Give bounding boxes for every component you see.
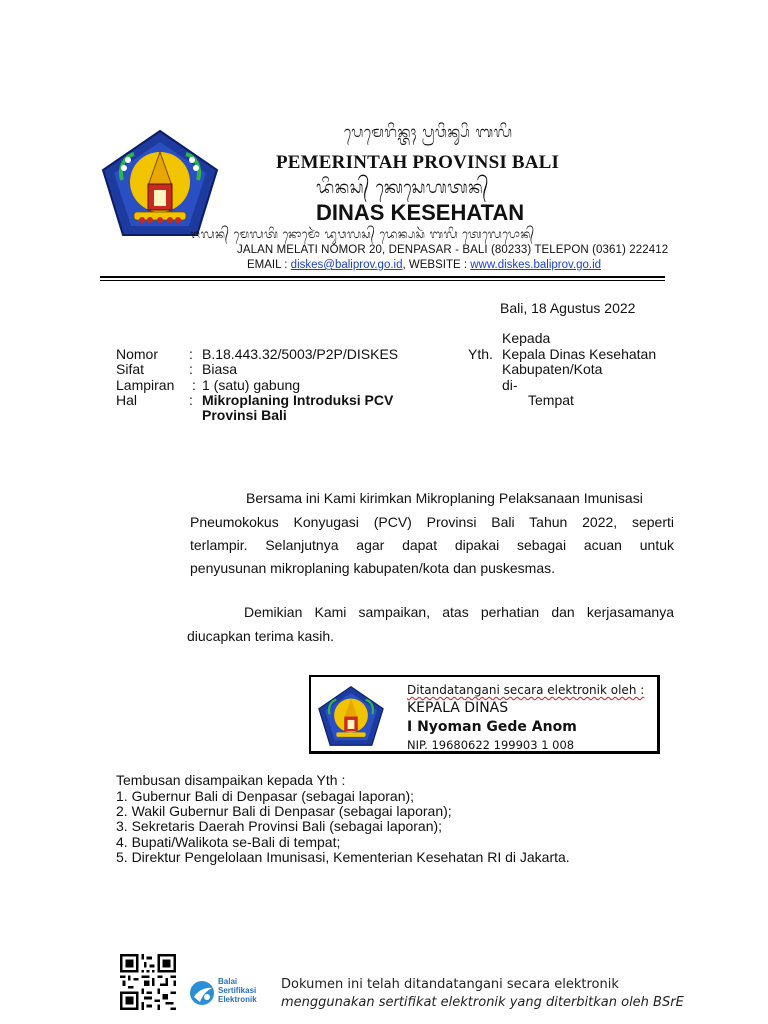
balinese-script-line-2: ᬤᬶᬦᬲ᭄ ᬓᬾᬲᬾᬳᬢᬦ᭄ bbox=[316, 178, 490, 198]
signer-name: I Nyoman Gede Anom bbox=[407, 719, 577, 735]
email-link[interactable]: diskes@baliprov.go.id bbox=[290, 259, 403, 271]
email-label: EMAIL : bbox=[247, 259, 291, 271]
contact-line bbox=[247, 259, 601, 271]
recipient-line-3: di- bbox=[502, 377, 518, 393]
department-name: DINAS KESEHATAN bbox=[316, 200, 525, 225]
body-p1-line-1: Bersama ini Kami kirimkan Mikroplaning Pelaksanaan Imunisasi bbox=[246, 490, 643, 506]
nomor-colon: : bbox=[189, 346, 193, 362]
balinese-script-line-1: ᬧᬾᬫᬾᬭᬶᬦ᭄ᬢᬄ ᬧ᭄ᬭᬯᬶᬦ᭄ᬲᬶ ᬩᬮᬶ bbox=[344, 123, 513, 141]
bsre-line-1: Balai bbox=[218, 977, 238, 986]
body-p1-line-2: Pneumokokus Konyugasi (PCV) Provinsi Bali Tahun 2022, seperti bbox=[190, 514, 674, 530]
body-p2-line-1: Demikian Kami sampaikan, atas perhatian dan kerjasamanya bbox=[244, 604, 674, 620]
sifat-value: Biasa bbox=[202, 361, 238, 377]
cc-item-5: 5. Direktur Pengelolaan Imunisasi, Kementerian Kesehatan RI di Jakarta. bbox=[116, 849, 570, 865]
hal-value-line-1: Mikroplaning Introduksi PCV bbox=[202, 392, 394, 408]
bali-province-emblem-small bbox=[315, 685, 387, 747]
letter-date: Bali, 18 Agustus 2022 bbox=[500, 300, 636, 316]
signer-title: KEPALA DINAS bbox=[407, 700, 509, 716]
body-p1-line-3: terlampir. Selanjutnya agar dapat dipakai sebagai acuan untuk bbox=[190, 537, 674, 553]
cc-item-1: 1. Gubernur Bali di Denpasar (sebagai laporan); bbox=[116, 788, 415, 804]
recipient-line-1: Kepala Dinas Kesehatan bbox=[502, 346, 657, 362]
recipient-yth: Yth. bbox=[468, 346, 493, 362]
cc-item-3: 3. Sekretaris Daerah Provinsi Bali (sebagai laporan); bbox=[116, 818, 443, 834]
footer-line-2: menggunakan sertifikat elektronik yang diterbitkan oleh BSrE bbox=[281, 995, 684, 1010]
bali-province-emblem bbox=[100, 128, 220, 238]
balinese-script-line-3: ᬚᬮᬦ᭄ ᬫᬾᬮᬢᬶ ᬦᭀᬫᭀᬃ ᬤᬸᬯᬮᬲ᭄ ᬤᬾᬦ᭄ᬧᬲᬃ ᬩᬮᬶ ᬢᬾᬮᬾᬧᭀᬦ᭄ bbox=[190, 227, 535, 241]
lampiran-colon: : bbox=[192, 377, 196, 393]
website-link[interactable]: www.diskes.baliprov.go.id bbox=[470, 259, 602, 271]
recipient-kepada: Kepada bbox=[502, 330, 551, 346]
footer-line-1: Dokumen ini telah ditandatangani secara elektronik bbox=[281, 977, 619, 992]
cc-item-2: 2. Wakil Gubernur Bali di Denpasar (sebagai laporan); bbox=[116, 803, 452, 819]
website-label: , WEBSITE : bbox=[402, 259, 471, 271]
lampiran-value: 1 (satu) gabung bbox=[202, 377, 301, 393]
bsre-logo bbox=[188, 977, 278, 1009]
hal-value-line-2: Provinsi Bali bbox=[202, 407, 287, 423]
hal-colon: : bbox=[189, 392, 193, 408]
signed-electronically-note: Ditandatangani secara elektronik oleh : bbox=[407, 683, 645, 697]
nomor-label: Nomor bbox=[116, 346, 159, 362]
sifat-label: Sifat bbox=[116, 361, 145, 377]
bsre-line-2: Sertifikasi bbox=[218, 986, 257, 995]
government-name: PEMERINTAH PROVINSI BALI bbox=[276, 152, 560, 173]
cc-item-4: 4. Bupati/Walikota se-Bali di tempat; bbox=[116, 834, 341, 850]
e-signature-box bbox=[309, 675, 660, 754]
body-p2-line-2: diucapkan terima kasih. bbox=[187, 628, 335, 644]
verification-qr-code[interactable] bbox=[120, 954, 176, 1010]
recipient-line-2: Kabupaten/Kota bbox=[502, 361, 603, 377]
bsre-emblem-icon bbox=[188, 978, 216, 1008]
nomor-value: B.18.443.32/5003/P2P/DISKES bbox=[202, 346, 399, 362]
signer-nip: NIP. 19680622 199903 1 008 bbox=[407, 738, 575, 752]
recipient-line-4: Tempat bbox=[528, 392, 574, 408]
lampiran-label: Lampiran bbox=[116, 377, 175, 393]
letterhead-divider-thick bbox=[100, 276, 665, 278]
letterhead-divider-thin bbox=[100, 280, 665, 281]
sifat-colon: : bbox=[189, 361, 193, 377]
cc-heading: Tembusan disampaikan kepada Yth : bbox=[116, 772, 346, 788]
body-p1-line-4: penyusunan mikroplaning kabupaten/kota dan puskesmas. bbox=[190, 560, 556, 576]
hal-label: Hal bbox=[116, 392, 138, 408]
bsre-line-3: Elektronik bbox=[218, 995, 257, 1004]
office-address: JALAN MELATI NOMOR 20, DENPASAR - BALI (80233) TELEPON (0361) 222412 bbox=[237, 244, 669, 256]
